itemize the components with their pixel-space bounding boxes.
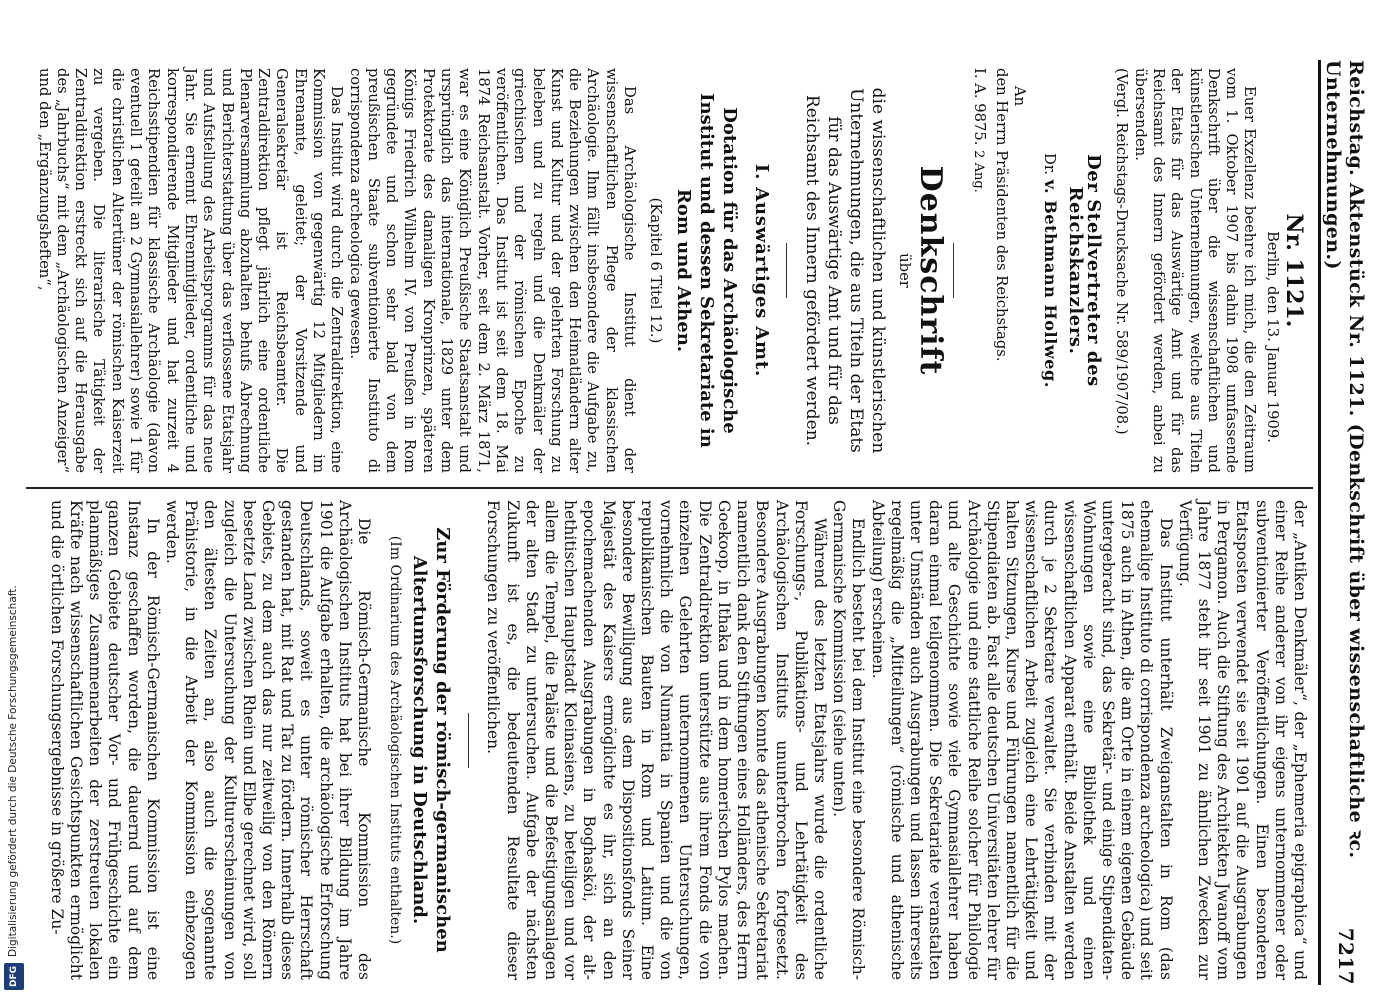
kapitel-note: (Kapitel 6 Titel 12.) (647, 197, 665, 344)
paragraph: In der Römisch-Germanischen Kommission ist eine Instanz geschaffen worden, die dauernd und auf dem ganzen Gebiete deutscher Vor- und Frühgeschichte ein planmäßiges Zusammenarbeiten der zerstreuten lokalen Kräfte nach wissenschaftlichen Gesichtspunkten ermöglicht und die örtlichen Forschungsergebnisse in größere Zu- (47, 500, 162, 980)
signature-line (1040, 68, 1059, 473)
addressee: den Herrn Präsidenten des Reichstags. (992, 68, 1010, 362)
signature-title: Der Stellvertreter des Reichskanzlers. (1064, 154, 1105, 387)
section-heading: I. Auswärtiges Amt. (750, 163, 772, 378)
separator (468, 713, 469, 768)
page-number: 7217 (1334, 927, 1358, 985)
section-subtitle: Dotation für das Archäologische Institut und dessen Sekretariate in Rom und Athen. (673, 93, 741, 448)
sidebar-text: Digitalisierung gefördert durch die Deutsche Forschungsgemeinschaft. (7, 585, 19, 957)
file-ref-suffix: 2 Ang. (970, 150, 986, 193)
paragraph: Das Institut wird durch die Zentraldirektion, eine Kommission von gegenwärtig 12 Mitgliedern im Ehrenamte, geleitet; der Vorsitzende und Generalsekretär ist Reichsbeamter. Die Zentraldirektion pflegt jährlich eine ordentliche Plenarversammlung abzuhalten behufs Abrechnung und Berichterstattung über das verflossene Etatsjahr und Aufstellung des Arbeitsprogramms für das neue Jahr. Sie ernennt Ehrenmitglieder, ordentliche und korrespondierende Mitglieder und hat zurzeit 4 Reichsstipendien für klassische Archäologie (davon eventuell 1 geteilt an 2 Gymnasiallehrer) sowie 1 für die christlichen Altertümer der römischen Kaiserzeit zu vergeben. Die literarische Tätigkeit der Zentraldirektion erstreckt sich auf die Herausgabe des „Jahrbuchs“ mit dem „Archäologischen Anzeiger“ und den „Ergänzungsheften“, (35, 68, 346, 473)
paragraph: Das Archäologische Institut dient der wissenschaftlichen Pflege der klassischen Archäologie. Ihm fällt insbesondere die Aufgabe zu, die Beziehungen zwischen den Heimatländern alter Kunst und Kultur und der gelehrten Forschung zu beleben und zu regeln und die Denkmäler der griechischen und der römischen Epoche zu veröffentlichen. Das Institut ist seit dem 18. Mai 1874 Reichsanstalt. Vorher, seit dem 2. März 1871, war es eine Königlich Preußische Staatsanstalt und ursprünglich das internationale, 1829 unter dem Protektorate des damaligen Kronprinzen, späteren Königs Friedrich Wilhelm IV. von Preußen in Rom gegründete und schon sehr bald von dem preußischen Staate subventionierte Instituto di corrispondenza archeologica gewesen. (346, 68, 639, 473)
left-column (34, 68, 1309, 473)
digitization-sidebar (0, 0, 26, 1000)
header-rule (1318, 60, 1321, 985)
paragraph: Endlich besteht bei dem Institut eine besondere Römisch-Germanische Kommission (siehe unten). (830, 500, 868, 980)
ueber-label: über (895, 253, 913, 288)
paragraph: Die Römisch-Germanische Kommission des Archäologischen Instituts hat bei ihrer Bildung im Jahre 1901 die Aufgabe erhalten, die archäologische Erforschung Deutschlands, soweit es unter römischer Herrschaft gestanden hat, mit Rat und Tat zu fördern. Innerhalb dieses Gebiets, zu dem auch das nur zeitweilig von den Römern besetzte Land zwischen Rhein und Elbe gerechnet wird, soll zugleich die Untersuchung der Kulturerscheinungen von den ältesten Zeiten an, also auch die sogenannte Prähistorie, in die Arbeit der Kommission einbezogen werden. (163, 500, 374, 980)
paragraph: Das Institut unterhält Zweiganstalten in Rom (das ehemalige Instituto di corrispondenza archeologica) und seit 1875 auch in Athen, die am Orte in einem eigenen Gebäude untergebracht sind, das Sekretär- und einige Stipendiaten-Wohnungen sowie eine Bibliothek und einen wissenschaftlichen Apparat enthält. Beide Anstalten werden durch je 2 Sekretare verwaltet. Sie verbinden mit der wissenschaftlichen Arbeit zugleich eine Lehrtätigkeit und halten Sitzungen, Kurse und Führungen namentlich für die Stipendiaten ab. Fast alle deutschen Universitäten lehrer für Archäologie und eine stattliche Reihe solcher für Philologie und alte Geschichte sowie viele Gymnasiallehrer haben daran einmal teilgenommen. Die Sekretariate veranstalten unter Umständen auch Ausgrabungen und lassen ihrerseits regelmäßig die „Mitteilungen“ (römische und athenische Abteilung) erscheinen. (868, 500, 1175, 980)
signature-name: v. Bethmann Hollweg. (1041, 179, 1061, 388)
intro-paragraph: Euer Exzellenz beehre ich mich, die den Zeitraum vom 1. Oktober 1907 bis dahin 1908 umfassende Denkschrift über die wissenschaftlichen und künstlerischen Unternehmungen, welche aus Titeln der Etats für das Auswärtige Amt und für das Reichsamt des Innern gefördert werden, anbei zu übersenden. (1131, 68, 1259, 473)
addressee-an: An (1011, 86, 1029, 107)
running-header (1323, 60, 1369, 985)
paragraph: der „Antiken Denkmäler“, der „Ephemeria epigraphica“ und einer Reihe anderer von ihr eigens unternommener oder subventionierter Veröffentlichungen. Einen besonderen Etatsposten verwendet sie seit 1901 auf die Ausgrabungen in Pergamon. Auch die Stiftung des Architekten Jwanoff vom Jahre 1877 steht ihr seit 1901 zu ähnlichen Zwecken zur Verfügung. (1175, 500, 1309, 980)
column-divider (13, 487, 1313, 489)
signature-prefix: Dr. (1041, 153, 1059, 175)
letter-date: Berlin, den 13. Januar 1909. (1263, 231, 1281, 443)
denkschrift-heading: Denkschrift (913, 165, 949, 376)
separator (786, 243, 787, 298)
section-subtitle: (Im Ordinarium des Archäologischen Instituts enthalten.) (387, 535, 404, 945)
header-title: Reichstag. Aktenstück Nr. 1121. (Denkschrift über wissenschaftliche ꝛc. Unternehmungen.) (1322, 60, 1367, 859)
document-number: Nr. 1121. (1281, 213, 1307, 328)
reference-note: (Vergl. Reichstags-Drucksache Nr. 589/1907/08.) (1113, 68, 1131, 435)
file-reference (968, 68, 987, 473)
file-ref: I. A. 9875. (970, 68, 988, 146)
denkschrift-subject: die wissenschaftlichen und künstlerischen Unternehmungen, die aus Titeln der Etats für das Auswärtige Amt und für das Reichsamt des Innern gefördert werden. (801, 87, 888, 454)
sidebar-text-wrap (3, 10, 23, 990)
separator (953, 243, 954, 298)
paragraph: Während des letzten Etatsjahrs wurde die ordentliche Forschungs-, Publikations- und Lehrtätigkeit des Archäologischen Instituts ununterbrochen fortgesetzt. Besondere Ausgrabungen konnte das athenische Sekretariat namentlich dank den Stiftungen eines Holländers, des Herrn Goekoop, in Ithaka und in dem homerischen Pylos machen. Die Zentraldirektion unterstützte aus ihrem Fonds die von einzelnen Gelehrten unternommenen Untersuchungen, vornehmlich die von Numantia in Spanien und die von republikanischen Bauten in Rom und Latium. Eine besondere Bewilligung aus dem Dispositionsfonds Seiner Majestät des Kaisers ermöglichte es ihr, sich an den epochemachenden Ausgrabungen in Boghasköi, der alt-hethitischen Hauptstadt Kleinasiens, zu beteiligen und vor allem die Tempel, die Paläste und die Befestigungsanlagen der alten Stadt zu untersuchen. Aufgabe der nächsten Zukunft ist es, die bedeutenden Resultate dieser Forschungen zu veröffentlichen. (484, 500, 829, 980)
section-title: Zur Förderung der römisch-germanischen Altertumsforschung in Deutschland. (409, 527, 454, 953)
dfg-logo: DFG (4, 963, 24, 990)
sidebar-text-line (3, 10, 23, 990)
right-column (47, 500, 1309, 980)
